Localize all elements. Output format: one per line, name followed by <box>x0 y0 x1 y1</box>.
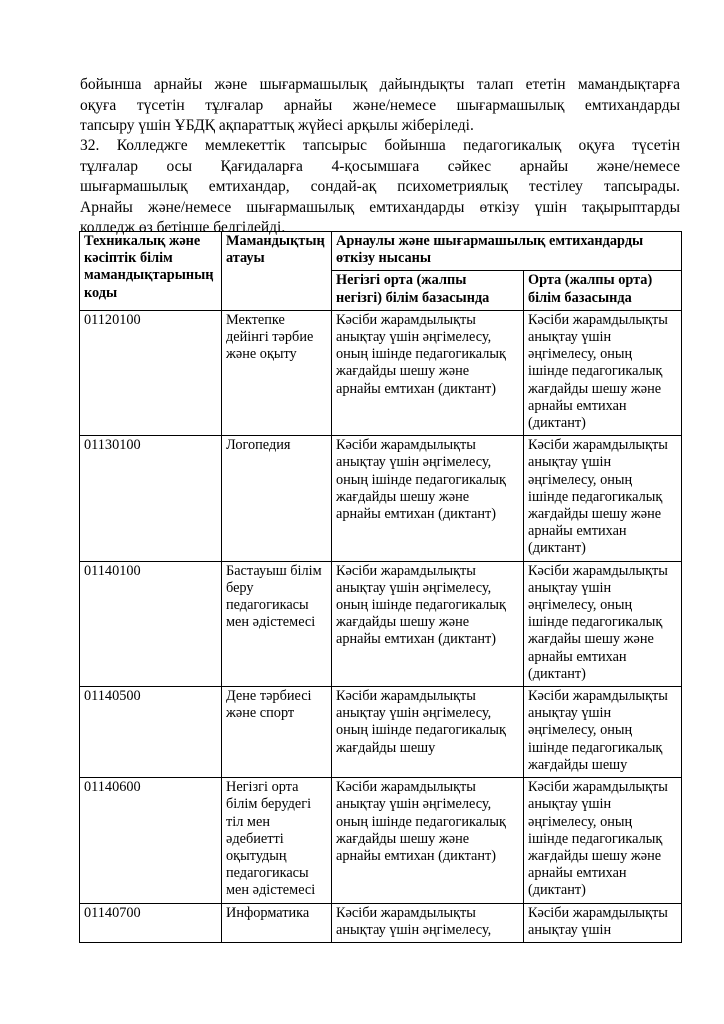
text-line: колледж өз бетінше белгілейді. <box>80 219 286 236</box>
cell-name: Мектепке дейінгі тәрбие және оқыту <box>222 310 332 435</box>
text-line: тапсыру үшін ҰБДҚ ақпараттық жүйесі арқылы жіберіледі. <box>80 117 474 134</box>
cell-secondary: Кәсіби жарамдылықты анықтау үшін әңгімелесу, оның ішінде педагогикалық жағдайы шешу және арнайы емтихан (диктант) <box>524 561 682 686</box>
table-row <box>80 436 682 561</box>
cell-secondary: Кәсіби жарамдылықты анықтау үшін әңгімелесу, оның ішінде педагогикалық жағдайды шешу және арнайы емтихан (диктант) <box>524 436 682 561</box>
text-line: тұлғалар осы Қағидаларға 4-қосымшаға сәйкес арнайы және/немесе <box>80 157 680 175</box>
cell-code: 01140500 <box>80 687 222 778</box>
text-line: оқуға түсетін тұлғалар арнайы және/немесе шығармашылық емтихандарды <box>80 96 680 114</box>
exam-requirements-table <box>79 231 682 943</box>
text-line: шығармашылық емтихандар, сондай-ақ психометриялық тестілеу тапсырады. <box>80 178 680 195</box>
cell-secondary: Кәсіби жарамдылықты анықтау үшін әңгімелесу, оның ішінде педагогикалық жағдайды шешу <box>524 687 682 778</box>
cell-code: 01130100 <box>80 436 222 561</box>
cell-basic: Кәсіби жарамдылықты анықтау үшін әңгімелесу, оның ішінде педагогикалық жағдайды шешу және арнайы емтихан (диктант) <box>332 436 524 561</box>
header-exam-form: Арнаулы және шығармашылық емтихандарды өткізу нысаны <box>332 232 682 271</box>
cell-basic: Кәсіби жарамдылықты анықтау үшін әңгімелесу, оның ішінде педагогикалық жағдайды шешу және арнайы емтихан (диктант) <box>332 310 524 435</box>
table-row <box>80 903 682 942</box>
table-row <box>80 687 682 778</box>
cell-name: Негізгі орта білім берудегі тіл мен әдебиетті оқытудың педагогикасы мен әдістемесі <box>222 778 332 903</box>
cell-secondary: Кәсіби жарамдылықты анықтау үшін <box>524 903 682 942</box>
paragraph-continuation <box>80 75 680 137</box>
table-header-row <box>80 232 682 271</box>
cell-code: 01140600 <box>80 778 222 903</box>
cell-basic: Кәсіби жарамдылықты анықтау үшін әңгімелесу, оның ішінде педагогикалық жағдайды шешу және арнайы емтихан (диктант) <box>332 778 524 903</box>
cell-secondary: Кәсіби жарамдылықты анықтау үшін әңгімелесу, оның ішінде педагогикалық жағдайды шешу және арнайы емтихан (диктант) <box>524 310 682 435</box>
cell-name: Бастауыш білім беру педагогикасы мен әдістемесі <box>222 561 332 686</box>
header-specialty-name: Мамандықтың атауы <box>222 232 332 311</box>
table-row <box>80 778 682 903</box>
text-line: бойынша арнайы және шығармашылық дайындықты талап ететін мамандықтарға <box>80 76 680 93</box>
cell-name: Логопедия <box>222 436 332 561</box>
cell-name: Дене тәрбиесі және спорт <box>222 687 332 778</box>
table-row <box>80 561 682 686</box>
header-general-secondary: Орта (жалпы орта) білім базасында <box>524 271 682 310</box>
cell-basic: Кәсіби жарамдылықты анықтау үшін әңгімелесу, оның ішінде педагогикалық жағдайды шешу <box>332 687 524 778</box>
cell-basic: Кәсіби жарамдылықты анықтау үшін әңгімелесу, <box>332 903 524 942</box>
text-line: 32. Колледжге мемлекеттік тапсырыс бойынша педагогикалық оқуға түсетін <box>80 137 680 154</box>
cell-name: Информатика <box>222 903 332 942</box>
text-line: Арнайы және/немесе шығармашылық емтихандарды өткізу үшін тақырыптарды <box>80 198 680 216</box>
header-specialty-code: Техникалық және кәсіптік білім мамандықтарының коды <box>80 232 222 311</box>
cell-secondary: Кәсіби жарамдылықты анықтау үшін әңгімелесу, оның ішінде педагогикалық жағдайды шешу және арнайы емтихан (диктант) <box>524 778 682 903</box>
header-basic-secondary: Негізгі орта (жалпы негізгі) білім базасында <box>332 271 524 310</box>
cell-code: 01120100 <box>80 310 222 435</box>
paragraph-32 <box>80 136 680 239</box>
cell-basic: Кәсіби жарамдылықты анықтау үшін әңгімелесу, оның ішінде педагогикалық жағдайды шешу және арнайы емтихан (диктант) <box>332 561 524 686</box>
cell-code: 01140100 <box>80 561 222 686</box>
cell-code: 01140700 <box>80 903 222 942</box>
table-row <box>80 310 682 435</box>
